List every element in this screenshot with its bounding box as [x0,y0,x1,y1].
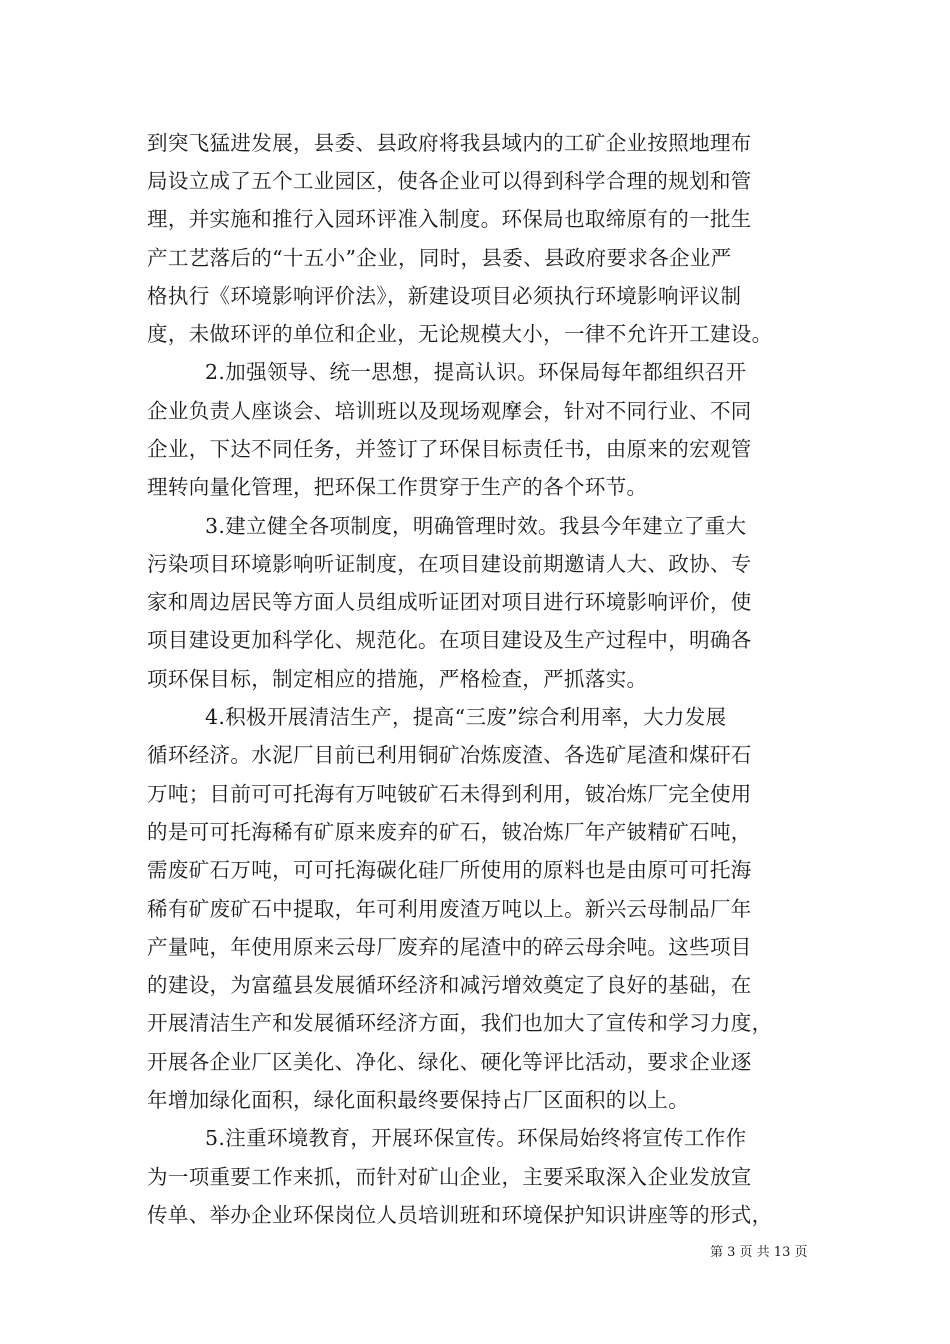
paragraph-3-start: 3.建立健全各项制度，明确管理时效。我县今年建立了重大 [205,514,747,538]
text-line: 开展清洁生产和发展循环经济方面，我们也加大了宣传和学习力度， [147,1011,773,1035]
paragraph-5-start: 5.注重环境教育，开展环保宣传。环保局始终将宣传工作作 [205,1126,747,1150]
text-line: 需废矿石万吨，可可托海碳化硅厂所使用的原料也是由原可可托海 [147,858,752,882]
text-line: 传单、举办企业环保岗位人员培训班和环境保护知识讲座等的形式， [147,1203,773,1227]
text-line: 家和周边居民等方面人员组成听证团对项目进行环境影响评价，使 [147,590,752,614]
text-line: 为一项重要工作来抓，而针对矿山企业，主要采取深入企业发放宣 [147,1165,752,1189]
text-line: 万吨；目前可可托海有万吨铍矿石未得到利用，铍冶炼厂完全使用 [147,782,752,806]
text-line: 产工艺落后的“十五小”企业，同时，县委、县政府要求各企业严 [147,246,732,270]
text-line: 项环保目标，制定相应的措施，严格检查，严抓落实。 [147,667,648,691]
page-number-footer: 第 3 页 共 13 页 [710,1245,808,1260]
text-line: 到突飞猛进发展，县委、县政府将我县域内的工矿企业按照地理布 [147,131,752,155]
paragraph-2-start: 2.加强领导、统一思想，提高认识。环保局每年都组织召开 [205,360,747,384]
text-line: 年增加绿化面积，绿化面积最终要保持占厂区面积的以上。 [147,1088,690,1112]
text-line: 的是可可托海稀有矿原来废弃的矿石，铍冶炼厂年产铍精矿石吨， [147,820,752,844]
text-line: 企业负责人座谈会、培训班以及现场观摩会，针对不同行业、不同 [147,399,752,423]
text-line: 度，未做环评的单位和企业，无论规模大小，一律不允许开工建设。 [147,322,773,346]
text-line: 开展各企业厂区美化、净化、绿化、硬化等评比活动，要求企业逐 [147,1050,752,1074]
text-line: 格执行《环境影响评价法》，新建设项目必须执行环境影响评议制 [147,284,742,308]
text-line: 循环经济。水泥厂目前已利用铜矿冶炼废渣、各选矿尾渣和煤矸石 [147,743,752,767]
text-line: 产量吨，年使用原来云母厂废弃的尾渣中的碎云母余吨。这些项目 [147,935,752,959]
text-line: 的建设，为富蕴县发展循环经济和减污增效奠定了良好的基础，在 [147,973,752,997]
text-line: 理转向量化管理，把环保工作贯穿于生产的各个环节。 [147,475,648,499]
text-line: 理，并实施和推行入园环评准入制度。环保局也取缔原有的一批生 [147,207,752,231]
text-line: 局设立成了五个工业园区，使各企业可以得到科学合理的规划和管 [147,169,752,193]
text-line: 项目建设更加科学化、规范化。在项目建设及生产过程中，明确各 [147,628,752,652]
paragraph-4-start: 4.积极开展清洁生产，提高“三废”综合利用率，大力发展 [205,705,727,729]
text-line: 企业，下达不同任务，并签订了环保目标责任书，由原来的宏观管 [147,437,752,461]
text-line: 污染项目环境影响听证制度，在项目建设前期邀请人大、政协、专 [147,552,752,576]
text-line: 稀有矿废矿石中提取，年可利用废渣万吨以上。新兴云母制品厂年 [147,897,752,921]
